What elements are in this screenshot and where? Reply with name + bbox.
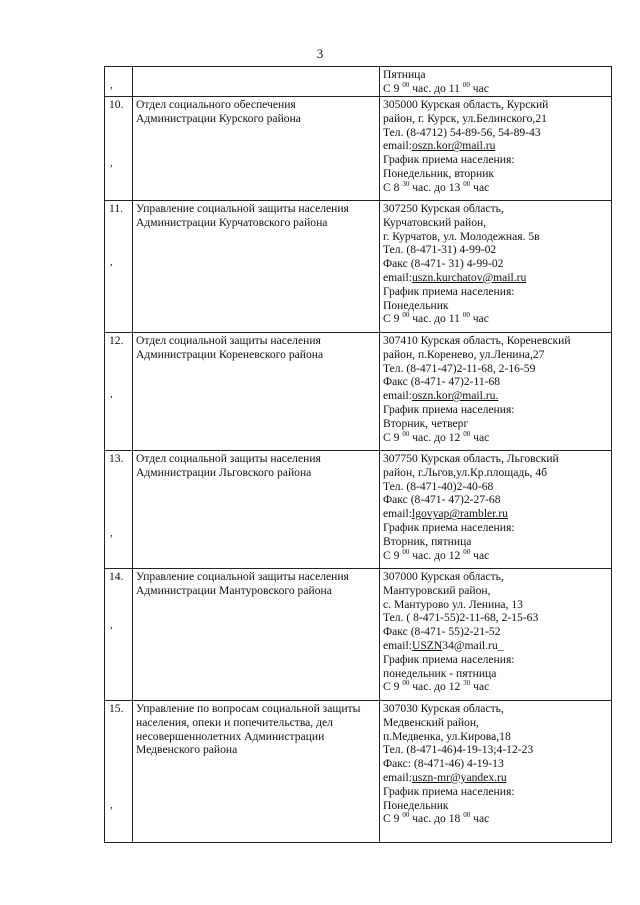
contact-line: Факс (8-471- 55)2-21-52: [383, 625, 501, 639]
table-row: [105, 701, 612, 843]
organization-name: [133, 67, 380, 97]
contact-line: 305000 Курская область, Курский: [383, 98, 549, 111]
contact-line: Факс (8-471- 31) 4-99-02: [383, 257, 504, 271]
table-row: [105, 333, 612, 451]
contact-line: С 9 $^{00}$ час. до 18 $^{00}$ час: [383, 811, 490, 826]
contact-line: Пятница: [383, 68, 426, 81]
contact-line: Тел. (8-4712) 54-89-56, 54-89-43: [383, 125, 541, 139]
contact-line: Тел. ( 8-471-55)2-11-68, 2-15-63: [383, 611, 539, 625]
contact-line: Факс (8-471- 47)2-11-68: [383, 375, 501, 389]
row-number-text: 15.: [109, 702, 124, 715]
contact-line: email:uszn-mr@yandex.ru: [383, 770, 507, 784]
contact-details: [380, 451, 612, 569]
contact-line: email:oszn.kor@mail.ru.: [383, 389, 499, 403]
contact-details: [380, 333, 612, 451]
row-number: [105, 97, 133, 201]
row-number: [105, 201, 133, 333]
contact-line: район, г.Льгов,ул.Кр.площадь, 4б: [383, 465, 548, 479]
contact-line: 307410 Курская область, Кореневский: [383, 334, 571, 347]
contact-line: район, г. Курск, ул.Белинского,21: [383, 111, 547, 125]
contact-line: п.Медвенка, ул.Кирова,18: [383, 729, 511, 743]
table-row: [105, 201, 612, 333]
contact-line: Тел. (8-471-31) 4-99-02: [383, 243, 497, 257]
contact-line: 307750 Курская область, Льговский: [383, 452, 559, 465]
pen-mark: ,: [110, 256, 113, 268]
contact-line: Тел. (8-471-40)2-40-68: [383, 479, 494, 493]
pen-mark: ,: [110, 157, 113, 169]
contact-line: График приема населения:: [383, 520, 515, 534]
row-number: [105, 451, 133, 569]
organization-name: Отдел социальной защиты населения Администрации Льговского района: [133, 451, 380, 569]
table-row: [105, 451, 612, 569]
row-number-text: 11.: [109, 202, 124, 215]
row-number-text: 12.: [109, 334, 124, 347]
organization-name: Управление по вопросам социальной защиты населения, опеки и попечительства, дел несовершеннолетних Администрации Медвенского района: [133, 701, 380, 843]
contact-line: С 9 $^{00}$ час. до 11 $^{00}$ час: [383, 311, 489, 326]
row-number: [105, 569, 133, 701]
row-number: [105, 67, 133, 97]
contact-line: г. Курчатов, ул. Молодежная. 5в: [383, 229, 540, 243]
contact-details: [380, 569, 612, 701]
contact-line: График приема населения:: [383, 402, 515, 416]
contact-details: [380, 701, 612, 843]
contact-line: График приема населения:: [383, 784, 515, 798]
row-number-text: 14.: [109, 570, 124, 583]
contact-line: Понедельник: [383, 298, 449, 312]
contact-line: Тел. (8-471-46)4-19-13;4-12-23: [383, 743, 534, 757]
contact-line: Понедельник, вторник: [383, 166, 495, 180]
contact-line: email:USZN34@mail.ru_: [383, 638, 504, 652]
contact-line: График приема населения:: [383, 652, 515, 666]
pen-mark: ,: [110, 619, 113, 631]
organization-name: Управление социальной защиты населения Администрации Мантуровского района: [133, 569, 380, 701]
pen-mark: ,: [110, 799, 113, 811]
contact-line: 307000 Курская область,: [383, 570, 504, 583]
row-number-text: 10.: [109, 98, 124, 111]
pen-mark: ,: [110, 527, 113, 539]
contact-line: С 9 $^{00}$ час. до 11 $^{00}$ час: [383, 80, 489, 95]
row-number: [105, 333, 133, 451]
contact-line: С 9 $^{00}$ час. до 12 $^{30}$ час: [383, 679, 490, 694]
organization-name: Отдел социального обеспечения Администрации Курского района: [133, 97, 380, 201]
contacts-table: [104, 66, 612, 843]
contact-line: С 8 $^{30}$ час. до 13 $^{00}$ час: [383, 179, 490, 194]
contact-line: email:lgovyap@rambler.ru: [383, 507, 508, 521]
contact-line: район, п.Коренево, ул.Ленина,27: [383, 347, 545, 361]
contact-line: Медвенский район,: [383, 715, 479, 729]
contact-line: email:oszn.kor@mail.ru: [383, 139, 496, 153]
row-number-text: 13.: [109, 452, 124, 465]
pen-mark: ,: [110, 388, 113, 400]
table-row: [105, 67, 612, 97]
contact-line: 307030 Курская область,: [383, 702, 504, 715]
contact-line: 307250 Курская область,: [383, 202, 504, 215]
contact-line: с. Мантурово ул. Ленина, 13: [383, 597, 523, 611]
contact-line: email:uszn.kurchatov@mail.ru: [383, 270, 527, 284]
contact-line: Понедельник: [383, 798, 449, 812]
organization-name: Отдел социальной защиты населения Администрации Кореневского района: [133, 333, 380, 451]
contact-line: понедельник - пятница: [383, 666, 497, 680]
contact-line: Курчатовский район,: [383, 215, 487, 229]
table-row: [105, 569, 612, 701]
contact-line: Мантуровский район,: [383, 583, 491, 597]
contact-line: Вторник, четверг: [383, 416, 469, 430]
contact-line: Факс (8-471- 47)2-27-68: [383, 493, 501, 507]
contact-line: График приема населения:: [383, 153, 515, 167]
row-number: [105, 701, 133, 843]
contact-line: График приема населения:: [383, 284, 515, 298]
contact-line: С 9 $^{00}$ час. до 12 $^{00}$ час: [383, 547, 490, 562]
table-row: [105, 97, 612, 201]
pen-mark: ,: [110, 79, 113, 91]
contact-line: Тел. (8-471-47)2-11-68, 2-16-59: [383, 361, 536, 375]
contact-details: [380, 201, 612, 333]
contact-details: [380, 97, 612, 201]
page-number: 3: [316, 46, 324, 61]
contact-line: Факс: (8-471-46) 4-19-13: [383, 757, 504, 771]
organization-name: Управление социальной защиты населения Администрации Курчатовского района: [133, 201, 380, 333]
contact-line: Вторник, пятница: [383, 534, 472, 548]
contact-details: [380, 67, 612, 97]
contact-line: С 9 $^{00}$ час. до 12 $^{00}$ час: [383, 429, 490, 444]
